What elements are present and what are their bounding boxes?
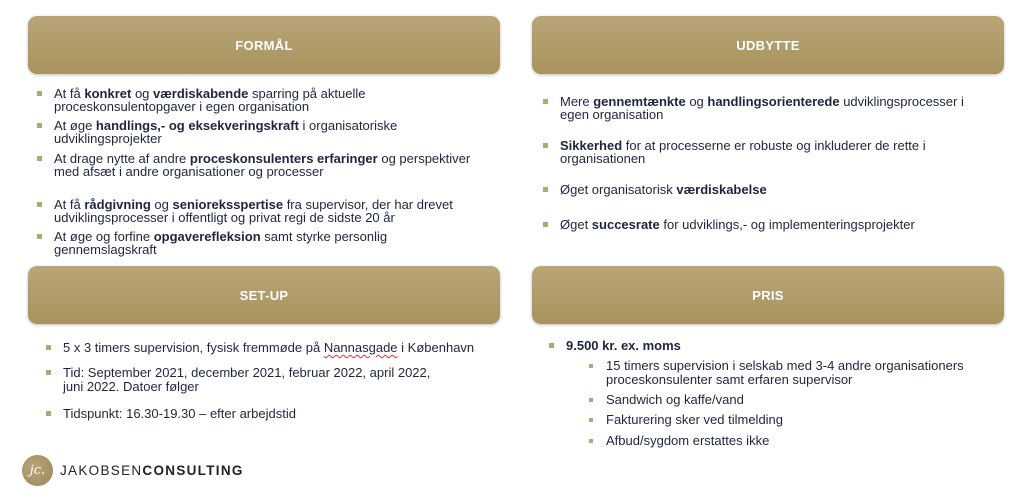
square-bullet-icon (46, 370, 51, 375)
list-item-text: Tidspunkt: 16.30-19.30 – efter arbejdstid (63, 406, 296, 421)
list-item (54, 152, 470, 178)
square-bullet-icon (589, 439, 593, 443)
square-bullet-icon (37, 156, 42, 161)
list-item-text: At få konkret og værdiskabende sparring på aktuelle proceskonsulentopgaver i egen organisation (54, 86, 366, 114)
list-item-text: Øget organisatorisk værdiskabelse (560, 182, 767, 197)
square-bullet-icon (543, 222, 548, 227)
list-item (54, 119, 397, 145)
udbytte-banner (532, 16, 1004, 74)
square-bullet-icon (549, 343, 554, 348)
list-item-text: At øge og forfine opgaverefleksion samt styrke personlig gennemslagskraft (54, 229, 388, 257)
list-item (606, 393, 744, 407)
list-item-text: Afbud/sygdom erstattes ikke (606, 433, 770, 448)
list-item (560, 183, 767, 196)
square-bullet-icon (543, 187, 548, 192)
list-item (606, 359, 964, 387)
square-bullet-icon (543, 99, 548, 104)
square-bullet-icon (37, 123, 42, 128)
setup-title: SET-UP (239, 287, 289, 303)
square-bullet-icon (589, 418, 593, 422)
jc-logo-icon: jc. (22, 455, 53, 486)
list-item-text: Tid: September 2021, december 2021, februar 2022, april 2022, juni 2022. Datoer følger (63, 365, 431, 394)
udbytte-title: UDBYTTE (736, 37, 800, 53)
list-item-text: Sikkerhed for at processerne er robuste og inkluderer de rette i organisationen (560, 138, 926, 166)
setup-banner (28, 266, 500, 324)
list-item-text: At få rådgivning og senioreksspertise fra supervisor, der har drevet udviklingsprocesser i offentligt og privat regi de sidste 20 år (54, 197, 453, 225)
list-item-text: Mere gennemtænkte og handlingsorienterede udviklingsprocesser i egen organisation (560, 94, 964, 122)
square-bullet-icon (543, 143, 548, 148)
list-item (560, 95, 964, 121)
square-bullet-icon (46, 411, 51, 416)
list-item (63, 366, 430, 394)
list-item-text: At øge handlings,- og eksekveringskraft i organisatoriske udviklingsprojekter (54, 118, 398, 146)
list-item (63, 341, 474, 355)
square-bullet-icon (37, 202, 42, 207)
pris-banner (532, 266, 1004, 324)
list-item (606, 434, 769, 448)
logo-word-jakobsen: JAKOBSEN (60, 462, 143, 478)
list-item-text: At drage nytte af andre proceskonsulenters erfaringer og perspektiver med afsæt i andre organisationer og processer (54, 151, 471, 179)
spellcheck-underlined-word: Nannasgade (323, 340, 398, 355)
square-bullet-icon (37, 91, 42, 96)
logo-word-consulting: CONSULTING (142, 462, 244, 478)
list-item-text: Øget succesrate for udviklings,- og implementeringsprojekter (560, 217, 915, 232)
list-item (63, 407, 296, 421)
company-logo (22, 453, 244, 487)
formaal-title: FORMÅL (235, 37, 293, 53)
list-item (566, 339, 681, 353)
list-item-text: 15 timers supervision i selskab med 3-4 andre organisationers proceskonsulenter samt erfaren supervisor (606, 358, 964, 387)
list-item-text: Fakturering sker ved tilmelding (606, 412, 784, 427)
list-item (54, 87, 365, 113)
square-bullet-icon (589, 398, 593, 402)
square-bullet-icon (46, 345, 51, 350)
list-item (54, 230, 387, 256)
list-item-text: 5 x 3 timers supervision, fysisk fremmøde på Nannasgade i København (63, 340, 475, 355)
list-item (560, 139, 926, 165)
formaal-banner (28, 16, 500, 74)
pris-title: PRIS (752, 287, 784, 303)
square-bullet-icon (589, 364, 593, 368)
price-text: 9.500 kr. ex. moms (566, 338, 681, 353)
list-item (606, 413, 783, 427)
list-item (560, 218, 915, 231)
list-item-text: Sandwich og kaffe/vand (606, 392, 744, 407)
list-item (54, 198, 453, 224)
square-bullet-icon (37, 234, 42, 239)
